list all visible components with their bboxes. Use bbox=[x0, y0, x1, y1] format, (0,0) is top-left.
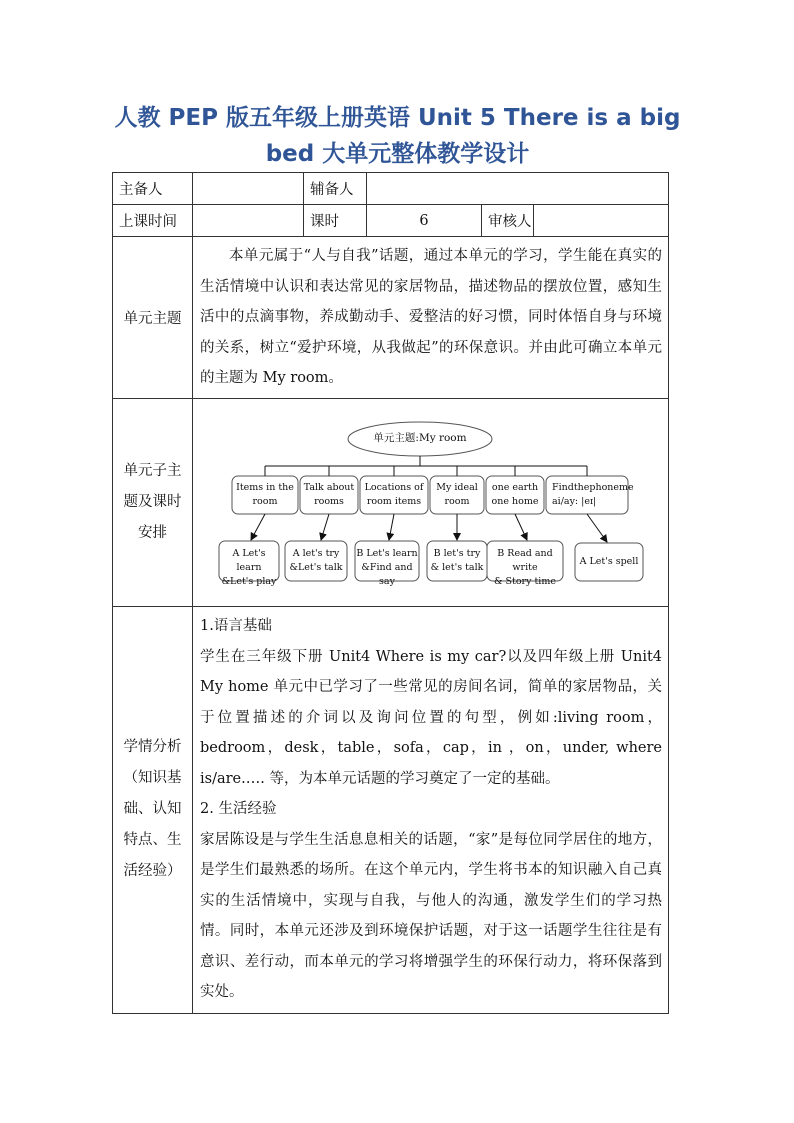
analysis-content bbox=[193, 606, 669, 1013]
node-text: rooms bbox=[314, 496, 344, 507]
root-node: 单元主题:My room bbox=[373, 432, 467, 444]
node-text: room bbox=[444, 496, 470, 507]
analysis-label bbox=[113, 606, 193, 1013]
leaf-node bbox=[487, 547, 563, 589]
lesson-plan-table bbox=[112, 172, 669, 1014]
node-text: one earth bbox=[491, 482, 539, 493]
node-text: & let's talk bbox=[430, 562, 484, 573]
node-text: A let's try bbox=[292, 548, 340, 559]
unit-theme-text: 本单元属于“人与自我”话题，通过本单元的学习，学生能在真实的生活情境中认识和表达常见的家居物品，描述物品的摆放位置，感知生活中的点滴事物，养成勤动手、爱整洁的好习惯，同时体悟自身与环境的关系，树立“爱护环境，从我做起”的环保意识。并由此可确立本单元的主题为 My room。 bbox=[193, 237, 669, 399]
node-text: Locations of bbox=[364, 482, 424, 493]
node-text: &Let's play bbox=[221, 576, 277, 587]
node-text: B let's try bbox=[433, 548, 481, 559]
leaf-node bbox=[285, 547, 347, 575]
language-basis-heading: 1.语言基础 bbox=[200, 618, 272, 635]
title-line-1: 人教 PEP 版五年级上册英语 Unit 5 There is a big bbox=[114, 105, 681, 131]
subtheme-diagram-cell bbox=[193, 398, 669, 606]
unit-theme-label: 单元主题 bbox=[113, 237, 193, 399]
leaf-node bbox=[219, 547, 279, 589]
analysis-label-line: 活经验） bbox=[123, 863, 182, 879]
mid-node bbox=[360, 481, 428, 509]
analysis-label-line: 特点、生 bbox=[123, 832, 182, 848]
reviewer-value bbox=[534, 205, 669, 237]
mid-node bbox=[486, 481, 544, 509]
node-text: one home bbox=[491, 496, 539, 507]
tree-arrow bbox=[587, 514, 607, 542]
mid-node bbox=[300, 481, 358, 509]
node-text: A Let's spell bbox=[579, 556, 639, 567]
node-text: B Let's learn bbox=[356, 548, 418, 559]
node-text: ai/ay: |eɪ| bbox=[552, 496, 597, 507]
class-time-label: 上课时间 bbox=[113, 205, 193, 237]
table-row-preparers bbox=[113, 173, 669, 205]
lesson-hours-value: 6 bbox=[367, 205, 482, 237]
class-time-value bbox=[193, 205, 304, 237]
assistant-preparer-label: 辅备人 bbox=[304, 173, 367, 205]
table-row-schedule bbox=[113, 205, 669, 237]
table-row-subthemes bbox=[113, 398, 669, 606]
node-text: Items in the bbox=[236, 482, 294, 493]
mid-node bbox=[232, 481, 298, 509]
tree-arrow bbox=[321, 514, 329, 540]
tree-arrow bbox=[389, 514, 394, 540]
leaf-node bbox=[575, 555, 643, 569]
subtheme-label bbox=[113, 398, 193, 606]
analysis-label-line: 础、认知 bbox=[123, 801, 182, 817]
document-title bbox=[110, 100, 685, 172]
lead-preparer-label: 主备人 bbox=[113, 173, 193, 205]
subtheme-label-line: 单元子主 bbox=[123, 462, 182, 479]
life-experience-text: 家居陈设是与学生生活息息相关的话题，“家”是每位同学居住的地方，是学生们最熟悉的场所。在这个单元内，学生将书本的知识融入自己真实的生活情境中，实现与自我，与他人的沟通，激发学生们的学习热情。同时，本单元还涉及到环境保护话题，对于这一话题学生往往是有意识、差行动，而本单元的学习将增强学生的环保行动力，将环保落到实处。 bbox=[200, 831, 663, 1001]
analysis-label-line: （知识基 bbox=[123, 770, 182, 786]
node-text: A Let's learn bbox=[232, 548, 266, 573]
node-text: B Read and write bbox=[497, 548, 553, 573]
mid-node bbox=[546, 481, 634, 509]
mid-node bbox=[430, 481, 484, 509]
lesson-hours-label: 课时 bbox=[304, 205, 367, 237]
leaf-node bbox=[427, 547, 487, 575]
node-text: &Find and say bbox=[361, 562, 413, 587]
lead-preparer-value bbox=[193, 173, 304, 205]
tree-arrow bbox=[515, 514, 527, 540]
reviewer-label: 审核人 bbox=[482, 205, 534, 237]
table-row-theme bbox=[113, 237, 669, 399]
node-text: My ideal bbox=[436, 482, 478, 493]
language-basis-text: 学生在三年级下册 Unit4 Where is my car?以及四年级上册 Unit4 My home 单元中已学习了一些常见的房间名词，简单的家居物品，关于位置描述的介词以及询问位置的句型，例如:living room，bedroom，desk，table，sofa，cap，in ，on，under, where is/are.…. 等，为本单元话题的学习奠定了一定的基础。 bbox=[200, 648, 663, 787]
subtheme-tree-diagram bbox=[193, 399, 668, 605]
node-text: & Story time bbox=[494, 576, 556, 587]
node-text: room bbox=[252, 496, 278, 507]
life-experience-heading: 2. 生活经验 bbox=[200, 801, 277, 818]
subtheme-label-line: 题及课时 bbox=[123, 493, 182, 510]
node-text: Talk about bbox=[303, 482, 355, 493]
subtheme-label-line: 安排 bbox=[138, 524, 167, 541]
node-text: &Let's talk bbox=[289, 562, 343, 573]
leaf-node bbox=[355, 547, 419, 589]
title-line-2: bed 大单元整体教学设计 bbox=[265, 141, 530, 167]
table-row-analysis bbox=[113, 606, 669, 1013]
assistant-preparer-value bbox=[367, 173, 669, 205]
tree-arrow bbox=[251, 514, 265, 540]
node-text: room items bbox=[366, 496, 422, 507]
analysis-label-line: 学情分析 bbox=[123, 739, 182, 755]
node-text: Findthephoneme bbox=[552, 482, 634, 493]
